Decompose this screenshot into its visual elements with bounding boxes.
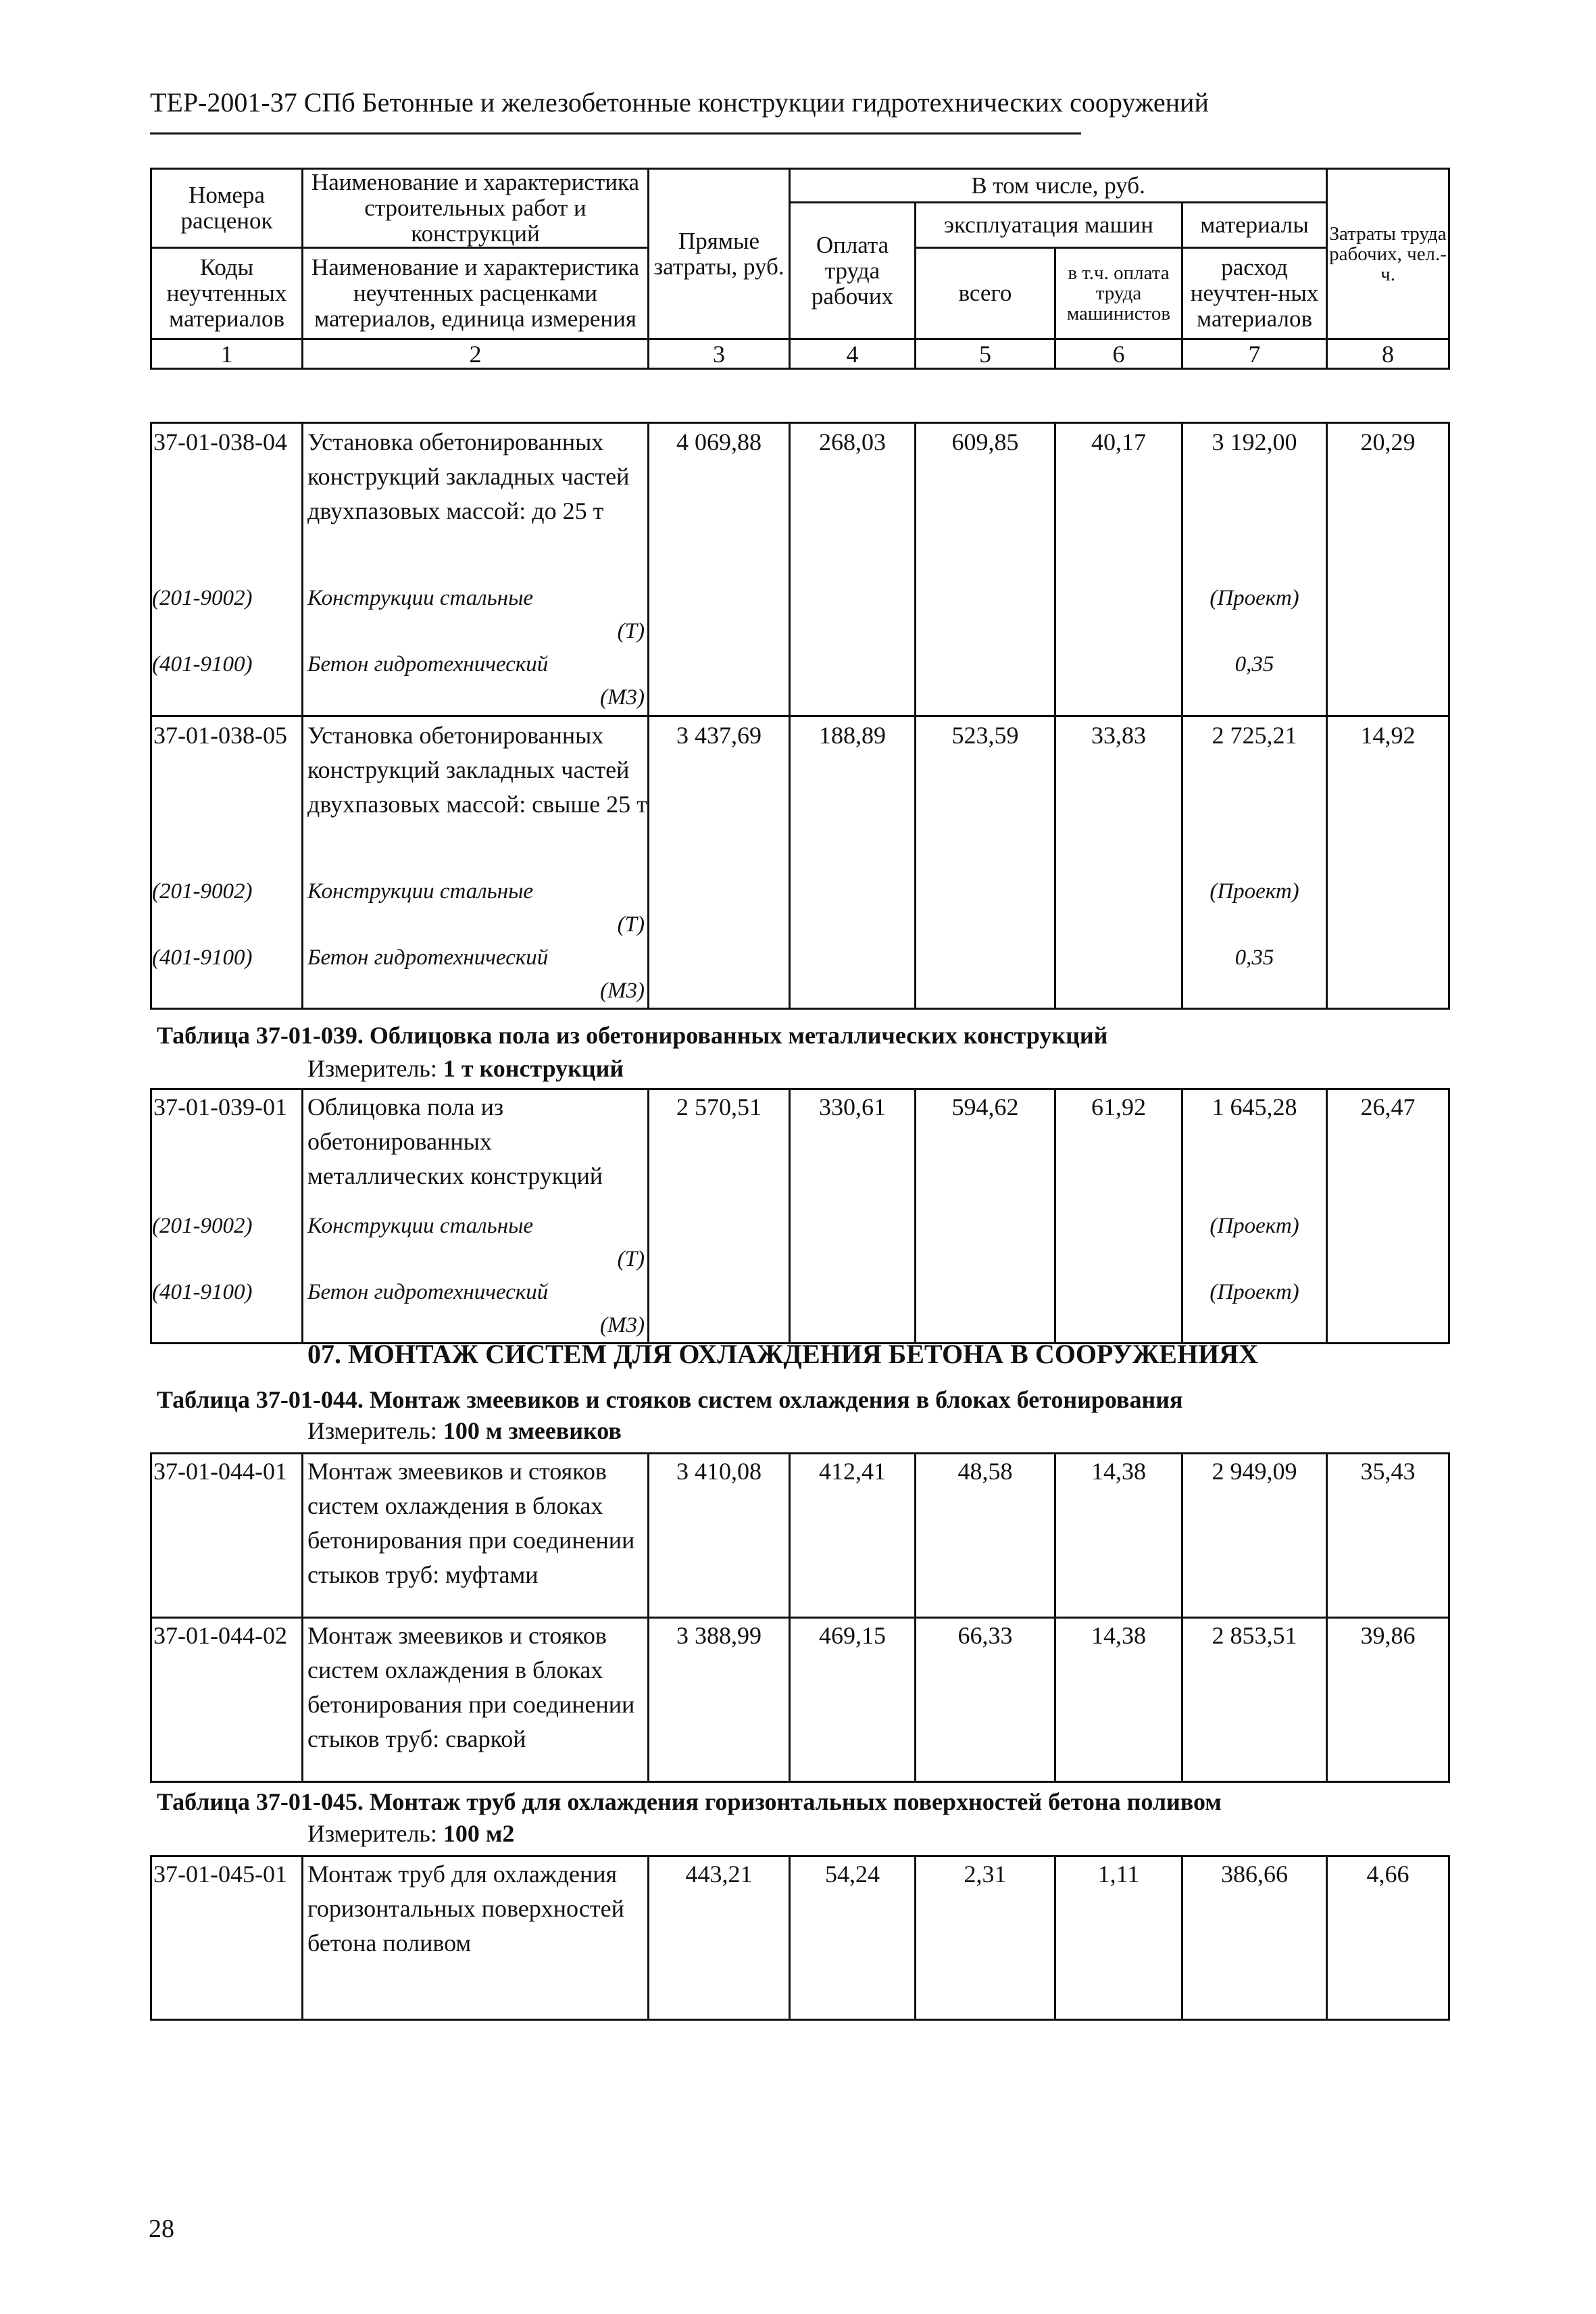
header-including-group: В том числе, руб. <box>790 169 1327 203</box>
machines-value: 523,59 <box>916 716 1055 875</box>
header-labor-hours: Затраты труда рабочих, чел.-ч. <box>1327 169 1449 339</box>
material-code: (401-9100) <box>151 941 303 975</box>
labor-pay-value: 268,03 <box>790 423 916 582</box>
table-038-body <box>150 422 1450 1010</box>
table-row <box>151 1089 1449 1210</box>
material-unit: (Т) <box>303 615 649 648</box>
material-code: (201-9002) <box>151 875 303 908</box>
operators-value: 14,38 <box>1055 1618 1182 1782</box>
table-row <box>151 423 1449 582</box>
header-machines-total: всего <box>916 248 1055 339</box>
material-name: Бетон гидротехнический <box>303 941 649 975</box>
header-unaccounted-materials: расход неучтен-ных материалов <box>1182 248 1327 339</box>
header-direct-costs: Прямые затраты, руб. <box>649 169 790 339</box>
table-044-body <box>150 1452 1450 1783</box>
meter-value: 1 т конструкций <box>443 1055 624 1082</box>
machines-value: 2,31 <box>916 1856 1055 2020</box>
labor-pay-value: 469,15 <box>790 1618 916 1782</box>
header-machines: эксплуатация машин <box>916 203 1182 248</box>
material-unit: (М3) <box>303 681 649 716</box>
section-title: 07. МОНТАЖ СИСТЕМ ДЛЯ ОХЛАЖДЕНИЯ БЕТОНА В СООРУЖЕНИЯХ <box>307 1339 1258 1369</box>
labor-hours-value: 20,29 <box>1327 423 1449 582</box>
labor-hours-value: 14,92 <box>1327 716 1449 875</box>
table-row <box>151 716 1449 875</box>
meter-label: Измеритель: <box>307 1055 443 1082</box>
material-code: (401-9100) <box>151 648 303 681</box>
rate-name: Монтаж змеевиков и стояков систем охлаждения в блоках бетонирования при соединении стыков труб: муфтами <box>303 1454 649 1618</box>
table-045-body <box>150 1855 1450 2021</box>
machines-value: 609,85 <box>916 423 1055 582</box>
material-code: (401-9100) <box>151 1276 303 1309</box>
direct-costs-value: 443,21 <box>649 1856 790 2020</box>
material-amount: (Проект) <box>1182 1210 1327 1243</box>
materials-value: 2 949,09 <box>1182 1454 1327 1618</box>
material-code: (201-9002) <box>151 1210 303 1243</box>
header-col-number: 7 <box>1182 339 1327 369</box>
material-name: Бетон гидротехнический <box>303 1276 649 1309</box>
material-unit: (М3) <box>303 975 649 1009</box>
header-divider <box>150 132 1081 134</box>
materials-value: 2 725,21 <box>1182 716 1327 875</box>
labor-pay-value: 330,61 <box>790 1089 916 1210</box>
material-amount: (Проект) <box>1182 1276 1327 1309</box>
header-materials: материалы <box>1182 203 1327 248</box>
table-045-caption: Таблица 37-01-045. Монтаж труб для охлаждения горизонтальных поверхностей бетона поливом <box>157 1788 1222 1815</box>
labor-pay-value: 188,89 <box>790 716 916 875</box>
operators-value: 1,11 <box>1055 1856 1182 2020</box>
table-row <box>151 1454 1449 1618</box>
table-039-meter <box>307 1054 624 1083</box>
labor-hours-value: 26,47 <box>1327 1089 1449 1210</box>
rate-name: Монтаж змеевиков и стояков систем охлаждения в блоках бетонирования при соединении стыков труб: сваркой <box>303 1618 649 1782</box>
table-039-caption: Таблица 37-01-039. Облицовка пола из обетонированных металлических конструкций <box>157 1022 1108 1049</box>
material-unit: (М3) <box>303 1309 649 1344</box>
operators-value: 40,17 <box>1055 423 1182 582</box>
header-material-codes: Коды неучтенных материалов <box>151 248 303 339</box>
header-col-number: 5 <box>916 339 1055 369</box>
table-row <box>151 1856 1449 2020</box>
materials-value: 1 645,28 <box>1182 1089 1327 1210</box>
meter-value: 100 м змеевиков <box>443 1417 622 1444</box>
machines-value: 66,33 <box>916 1618 1055 1782</box>
table-044-meter <box>307 1417 622 1445</box>
rate-name: Установка обетонированных конструкций закладных частей двухпазовых массой: свыше 25 т <box>303 716 649 875</box>
direct-costs-value: 3 437,69 <box>649 716 790 875</box>
header-col-number: 8 <box>1327 339 1449 369</box>
material-name: Конструкции стальные <box>303 875 649 908</box>
rate-name: Облицовка пола из обетонированных металлических конструкций <box>303 1089 649 1210</box>
labor-hours-value: 39,86 <box>1327 1618 1449 1782</box>
header-material-names: Наименование и характеристика неучтенных расценками материалов, единица измерения <box>303 248 649 339</box>
rate-code: 37-01-038-04 <box>151 423 303 582</box>
rate-code: 37-01-044-02 <box>151 1618 303 1782</box>
material-name: Бетон гидротехнический <box>303 648 649 681</box>
labor-pay-value: 412,41 <box>790 1454 916 1618</box>
machines-value: 48,58 <box>916 1454 1055 1618</box>
materials-value: 2 853,51 <box>1182 1618 1327 1782</box>
material-amount: 0,35 <box>1182 941 1327 975</box>
rate-code: 37-01-045-01 <box>151 1856 303 2020</box>
materials-value: 3 192,00 <box>1182 423 1327 582</box>
rate-code: 37-01-039-01 <box>151 1089 303 1210</box>
table-045-meter <box>307 1819 514 1848</box>
direct-costs-value: 3 388,99 <box>649 1618 790 1782</box>
meter-label: Измеритель: <box>307 1417 443 1444</box>
header-col-number: 1 <box>151 339 303 369</box>
table-row <box>151 1618 1449 1782</box>
page-header: ТЕР-2001-37 СПб Бетонные и железобетонные конструкции гидротехнических сооружений <box>150 87 1209 118</box>
rate-name: Установка обетонированных конструкций закладных частей двухпазовых массой: до 25 т <box>303 423 649 582</box>
meter-value: 100 м2 <box>443 1820 515 1847</box>
operators-value: 14,38 <box>1055 1454 1182 1618</box>
header-operators-pay: в т.ч. оплата труда машинистов <box>1055 248 1182 339</box>
direct-costs-value: 2 570,51 <box>649 1089 790 1210</box>
header-col-number: 2 <box>303 339 649 369</box>
material-amount: (Проект) <box>1182 582 1327 615</box>
material-unit: (Т) <box>303 908 649 941</box>
direct-costs-value: 3 410,08 <box>649 1454 790 1618</box>
table-044-caption: Таблица 37-01-044. Монтаж змеевиков и стояков систем охлаждения в блоках бетонирования <box>157 1386 1183 1413</box>
material-amount: (Проект) <box>1182 875 1327 908</box>
page-number: 28 <box>149 2215 174 2243</box>
direct-costs-value: 4 069,88 <box>649 423 790 582</box>
machines-value: 594,62 <box>916 1089 1055 1210</box>
material-name: Конструкции стальные <box>303 1210 649 1243</box>
header-rate-numbers: Номера расценок <box>151 169 303 248</box>
operators-value: 61,92 <box>1055 1089 1182 1210</box>
header-col-number: 3 <box>649 339 790 369</box>
header-col-number: 4 <box>790 339 916 369</box>
labor-hours-value: 35,43 <box>1327 1454 1449 1618</box>
materials-value: 386,66 <box>1182 1856 1327 2020</box>
header-labor-pay: Оплата труда рабочих <box>790 203 916 339</box>
header-col-number: 6 <box>1055 339 1182 369</box>
material-code: (201-9002) <box>151 582 303 615</box>
material-unit: (Т) <box>303 1243 649 1276</box>
rate-name: Монтаж труб для охлаждения горизонтальных поверхностей бетона поливом <box>303 1856 649 2020</box>
header-work-name: Наименование и характеристика строительных работ и конструкций <box>303 169 649 248</box>
material-amount: 0,35 <box>1182 648 1327 681</box>
rate-code: 37-01-038-05 <box>151 716 303 875</box>
table-039-body <box>150 1088 1450 1344</box>
material-name: Конструкции стальные <box>303 582 649 615</box>
meter-label: Измеритель: <box>307 1820 443 1847</box>
column-header-table <box>150 168 1450 370</box>
rate-code: 37-01-044-01 <box>151 1454 303 1618</box>
labor-hours-value: 4,66 <box>1327 1856 1449 2020</box>
labor-pay-value: 54,24 <box>790 1856 916 2020</box>
operators-value: 33,83 <box>1055 716 1182 875</box>
